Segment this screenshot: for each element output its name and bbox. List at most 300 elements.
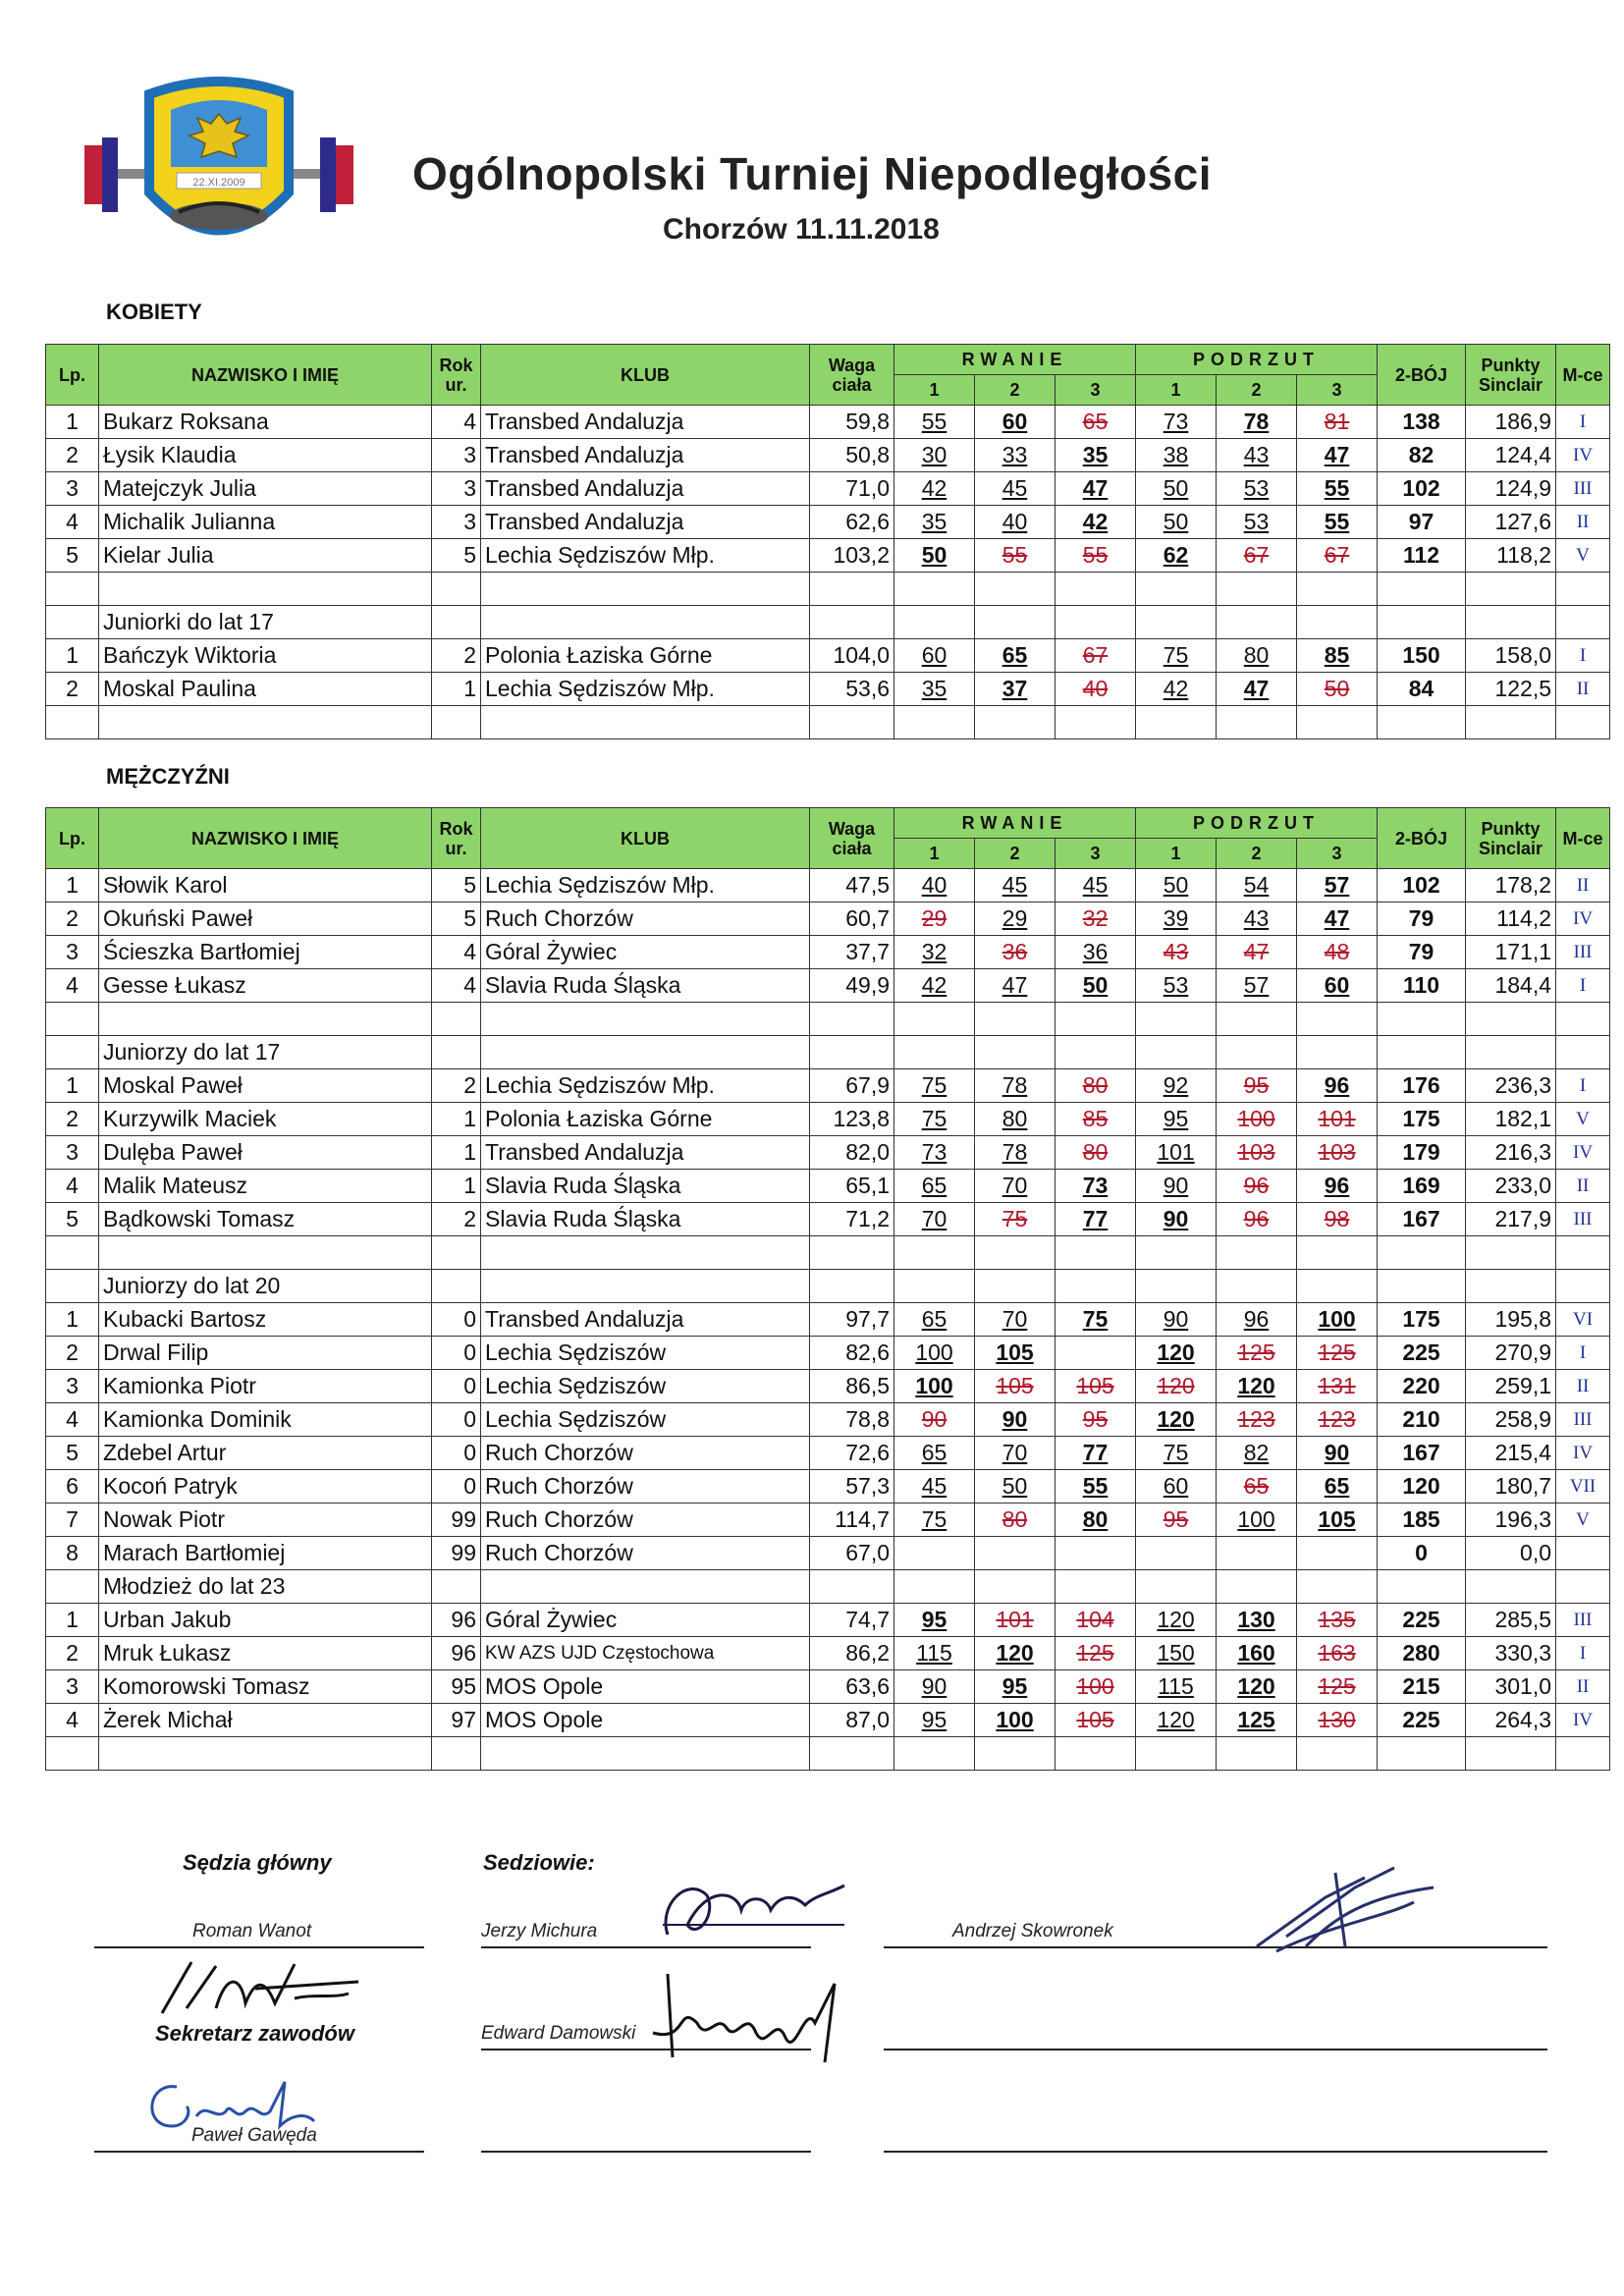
- empty-cell: [1378, 573, 1466, 606]
- attempt-value: 65: [921, 1440, 947, 1465]
- empty-cell: [99, 573, 432, 606]
- attempt-value: 160: [1237, 1640, 1275, 1666]
- snatch-attempt-2: [975, 902, 1056, 936]
- empty-cell: [481, 606, 810, 639]
- signature-line: [481, 2151, 811, 2153]
- lp-cell: 5: [46, 539, 99, 573]
- attempt-value: 43: [1163, 939, 1189, 964]
- place-cell: III: [1556, 1203, 1610, 1236]
- attempt-value: 85: [1082, 1106, 1109, 1131]
- body-weight: 59,8: [810, 406, 894, 439]
- cj-attempt-1: [1136, 539, 1217, 573]
- lp-cell: 5: [46, 1437, 99, 1470]
- attempt-value: 104: [1076, 1607, 1114, 1632]
- cj-attempt-3: [1297, 1136, 1378, 1170]
- athlete-row: [46, 902, 1610, 936]
- attempt-value: 65: [1243, 1473, 1270, 1499]
- header-points: Punkty Sinclair: [1466, 345, 1556, 406]
- empty-cell: [894, 1270, 975, 1303]
- cj-attempt-3: [1297, 1370, 1378, 1403]
- empty-cell: [1056, 1270, 1136, 1303]
- header-name: NAZWISKO I IMIĘ: [99, 345, 432, 406]
- cj-attempt-2: [1217, 1637, 1297, 1670]
- cj-attempt-2: [1217, 1370, 1297, 1403]
- attempt-value: 70: [1001, 1173, 1028, 1198]
- place-cell: I: [1556, 1337, 1610, 1370]
- attempt-value: 53: [1243, 475, 1270, 501]
- header-cj-2: 2: [1217, 375, 1297, 406]
- cj-attempt-2: [1217, 1704, 1297, 1737]
- handwritten-signature: [648, 1964, 854, 2072]
- empty-cell: [46, 606, 99, 639]
- attempt-value: 77: [1082, 1440, 1109, 1465]
- attempt-value: 125: [1318, 1673, 1356, 1699]
- cj-attempt-2: [1217, 1503, 1297, 1537]
- logo-date: 22.XI.2009: [192, 177, 245, 189]
- place-cell: [1556, 1537, 1610, 1570]
- body-weight: 50,8: [810, 439, 894, 472]
- empty-cell: [481, 1570, 810, 1604]
- attempt-value: 101: [1157, 1139, 1195, 1165]
- athlete-row: [46, 869, 1610, 902]
- empty-cell: [432, 1236, 481, 1270]
- snatch-attempt-3: [1056, 1303, 1136, 1337]
- attempt-value: 30: [921, 442, 947, 467]
- total-cell: 97: [1378, 506, 1466, 539]
- cj-attempt-3: [1297, 1470, 1378, 1503]
- empty-cell: [810, 1570, 894, 1604]
- lp-cell: 1: [46, 1303, 99, 1337]
- total-cell: 225: [1378, 1704, 1466, 1737]
- athlete-row: [46, 1437, 1610, 1470]
- snatch-attempt-3: [1056, 902, 1136, 936]
- birth-year: 2: [432, 639, 481, 673]
- handwritten-signature: [1247, 1858, 1443, 1966]
- cj-attempt-2: [1217, 936, 1297, 969]
- lp-cell: 2: [46, 1637, 99, 1670]
- empty-cell: [1297, 1003, 1378, 1036]
- header-snatch: RWANIE: [894, 808, 1136, 839]
- snatch-attempt-1: [894, 1670, 975, 1704]
- cj-attempt-3: [1297, 1170, 1378, 1203]
- body-weight: 49,9: [810, 969, 894, 1003]
- lp-cell: 4: [46, 506, 99, 539]
- header-total: 2-BÓJ: [1378, 808, 1466, 869]
- attempt-value: 45: [1001, 475, 1028, 501]
- body-weight: 114,7: [810, 1503, 894, 1537]
- cj-attempt-1: [1136, 969, 1217, 1003]
- empty-cell: [46, 1036, 99, 1069]
- sinclair-points: 330,3: [1466, 1637, 1556, 1670]
- cj-attempt-1: [1136, 936, 1217, 969]
- snatch-attempt-1: [894, 969, 975, 1003]
- snatch-attempt-2: [975, 539, 1056, 573]
- empty-cell: [1556, 706, 1610, 739]
- place-cell: VII: [1556, 1470, 1610, 1503]
- attempt-value: 78: [1001, 1139, 1028, 1165]
- club-name: Ruch Chorzów: [481, 1537, 810, 1570]
- empty-cell: [894, 606, 975, 639]
- attempt-value: 120: [1157, 1373, 1195, 1398]
- sinclair-points: 264,3: [1466, 1704, 1556, 1737]
- attempt-value: 80: [1082, 1506, 1109, 1532]
- attempt-value: 105: [996, 1339, 1034, 1365]
- snatch-attempt-2: [975, 1403, 1056, 1437]
- club-name: Transbed Andaluzja: [481, 472, 810, 506]
- empty-cell: [1466, 1270, 1556, 1303]
- athlete-name: Słowik Karol: [99, 869, 432, 902]
- place-cell: III: [1556, 936, 1610, 969]
- attempt-value: 36: [1082, 939, 1109, 964]
- club-name: MOS Opole: [481, 1704, 810, 1737]
- head-judge-label: Sędzia główny: [183, 1850, 332, 1875]
- body-weight: 123,8: [810, 1103, 894, 1136]
- athlete-name: Moskal Paulina: [99, 673, 432, 706]
- attempt-value: 42: [921, 972, 947, 998]
- attempt-value: 96: [1243, 1306, 1270, 1332]
- body-weight: 60,7: [810, 902, 894, 936]
- total-cell: 138: [1378, 406, 1466, 439]
- snatch-attempt-1: [894, 673, 975, 706]
- attempt-value: 60: [1324, 972, 1350, 998]
- attempt-value: 96: [1324, 1072, 1350, 1098]
- birth-year: 5: [432, 869, 481, 902]
- place-cell: II: [1556, 1670, 1610, 1704]
- secretary-name: Paweł Gawęda: [191, 2125, 317, 2146]
- empty-cell: [1556, 1270, 1610, 1303]
- attempt-value: 95: [1001, 1673, 1028, 1699]
- empty-cell: [894, 1737, 975, 1771]
- total-cell: 110: [1378, 969, 1466, 1003]
- signature-line: [884, 2151, 1547, 2153]
- empty-cell: [1217, 573, 1297, 606]
- header-clean-jerk: PODRZUT: [1136, 345, 1378, 375]
- attempt-value: 103: [1318, 1139, 1356, 1165]
- club-name: Slavia Ruda Śląska: [481, 1170, 810, 1203]
- attempt-value: 54: [1243, 872, 1270, 898]
- judge-3-name: Edward Damowski: [481, 2023, 636, 2044]
- group-label: Juniorzy do lat 17: [99, 1036, 432, 1069]
- signature-line: [94, 1946, 424, 1948]
- attempt-value: 50: [921, 542, 947, 568]
- empty-cell: [1056, 573, 1136, 606]
- empty-cell: [810, 1003, 894, 1036]
- birth-year: 0: [432, 1337, 481, 1370]
- empty-cell: [46, 1236, 99, 1270]
- attempt-value: 105: [1318, 1506, 1356, 1532]
- athlete-name: Matejczyk Julia: [99, 472, 432, 506]
- snatch-attempt-3: [1056, 1503, 1136, 1537]
- attempt-value: 90: [1163, 1306, 1189, 1332]
- total-cell: 102: [1378, 472, 1466, 506]
- empty-cell: [481, 1270, 810, 1303]
- birth-year: 3: [432, 439, 481, 472]
- total-cell: 215: [1378, 1670, 1466, 1704]
- snatch-attempt-3: [1056, 936, 1136, 969]
- athlete-row: [46, 1637, 1610, 1670]
- athlete-name: Ścieszka Bartłomiej: [99, 936, 432, 969]
- empty-cell: [1556, 573, 1610, 606]
- snatch-attempt-1: [894, 1470, 975, 1503]
- attempt-value: 47: [1324, 905, 1350, 931]
- cj-attempt-1: [1136, 673, 1217, 706]
- header-year: Rok ur.: [432, 808, 481, 869]
- attempt-value: 100: [996, 1707, 1034, 1732]
- athlete-row: [46, 1604, 1610, 1637]
- attempt-value: 95: [921, 1607, 947, 1632]
- attempt-value: 75: [1082, 1306, 1109, 1332]
- snatch-attempt-3: [1056, 969, 1136, 1003]
- cj-attempt-2: [1217, 539, 1297, 573]
- athlete-row: [46, 969, 1610, 1003]
- snatch-attempt-2: [975, 1303, 1056, 1337]
- athlete-name: Urban Jakub: [99, 1604, 432, 1637]
- athlete-name: Drwal Filip: [99, 1337, 432, 1370]
- attempt-value: 98: [1324, 1206, 1350, 1231]
- attempt-value: 42: [921, 475, 947, 501]
- lp-cell: 4: [46, 1704, 99, 1737]
- birth-year: 4: [432, 969, 481, 1003]
- cj-attempt-2: [1217, 673, 1297, 706]
- birth-year: 2: [432, 1069, 481, 1103]
- empty-cell: [99, 706, 432, 739]
- club-name: Transbed Andaluzja: [481, 439, 810, 472]
- birth-year: 96: [432, 1637, 481, 1670]
- sinclair-points: 233,0: [1466, 1170, 1556, 1203]
- snatch-attempt-2: [975, 472, 1056, 506]
- snatch-attempt-2: [975, 1103, 1056, 1136]
- snatch-attempt-2: [975, 1704, 1056, 1737]
- empty-cell: [810, 1236, 894, 1270]
- empty-cell: [1056, 706, 1136, 739]
- attempt-value: 33: [1001, 442, 1028, 467]
- empty-cell: [1297, 1737, 1378, 1771]
- cj-attempt-3: [1297, 1670, 1378, 1704]
- snatch-attempt-1: [894, 472, 975, 506]
- body-weight: 86,5: [810, 1370, 894, 1403]
- body-weight: 62,6: [810, 506, 894, 539]
- attempt-value: 101: [1318, 1106, 1356, 1131]
- total-cell: 84: [1378, 673, 1466, 706]
- cj-attempt-3: [1297, 1403, 1378, 1437]
- snatch-attempt-3: [1056, 673, 1136, 706]
- place-cell: IV: [1556, 902, 1610, 936]
- empty-cell: [1056, 1570, 1136, 1604]
- attempt-value: 75: [921, 1072, 947, 1098]
- signature-line: [884, 1946, 1547, 1948]
- attempt-value: 45: [1082, 872, 1109, 898]
- blank-row: [46, 1003, 1610, 1036]
- lp-cell: 1: [46, 1604, 99, 1637]
- total-cell: 150: [1378, 639, 1466, 673]
- snatch-attempt-1: [894, 506, 975, 539]
- attempt-value: 120: [1237, 1373, 1275, 1398]
- athlete-row: [46, 1537, 1610, 1570]
- header-snatch-2: 2: [975, 839, 1056, 869]
- header-total: 2-BÓJ: [1378, 345, 1466, 406]
- snatch-attempt-2: [975, 1604, 1056, 1637]
- athlete-row: [46, 1170, 1610, 1203]
- women-section-label: KOBIETY: [106, 300, 202, 324]
- snatch-attempt-2: [975, 969, 1056, 1003]
- snatch-attempt-1: [894, 869, 975, 902]
- attempt-value: 37: [1001, 676, 1028, 701]
- header-points: Punkty Sinclair: [1466, 808, 1556, 869]
- birth-year: 0: [432, 1437, 481, 1470]
- attempt-value: 100: [1076, 1673, 1114, 1699]
- attempt-value: 50: [1324, 676, 1350, 701]
- attempt-value: 43: [1243, 905, 1270, 931]
- attempt-value: 75: [921, 1506, 947, 1532]
- attempt-value: 125: [1076, 1640, 1114, 1666]
- athlete-name: Gesse Łukasz: [99, 969, 432, 1003]
- total-cell: 169: [1378, 1170, 1466, 1203]
- snatch-attempt-3: [1056, 1437, 1136, 1470]
- club-name: Góral Żywiec: [481, 1604, 810, 1637]
- athlete-row: [46, 472, 1610, 506]
- athlete-row: [46, 1069, 1610, 1103]
- empty-cell: [481, 1737, 810, 1771]
- attempt-value: 125: [1237, 1707, 1275, 1732]
- attempt-value: 35: [1082, 442, 1109, 467]
- empty-cell: [1217, 1570, 1297, 1604]
- attempt-value: 120: [1157, 1339, 1195, 1365]
- empty-cell: [432, 1003, 481, 1036]
- club-name: KW AZS UJD Częstochowa: [481, 1637, 810, 1670]
- place-cell: IV: [1556, 1437, 1610, 1470]
- lp-cell: 2: [46, 1337, 99, 1370]
- club-name: Lechia Sędziszów Młp.: [481, 869, 810, 902]
- group-row: [46, 1036, 1610, 1069]
- club-name: Lechia Sędziszów: [481, 1370, 810, 1403]
- athlete-name: Nowak Piotr: [99, 1503, 432, 1537]
- attempt-value: 50: [1163, 475, 1189, 501]
- total-cell: 280: [1378, 1637, 1466, 1670]
- sinclair-points: 184,4: [1466, 969, 1556, 1003]
- empty-cell: [1056, 1036, 1136, 1069]
- attempt-value: 42: [1082, 509, 1109, 534]
- athlete-name: Michalik Julianna: [99, 506, 432, 539]
- snatch-attempt-1: [894, 1637, 975, 1670]
- attempt-value: 57: [1243, 972, 1270, 998]
- cj-attempt-2: [1217, 1069, 1297, 1103]
- attempt-value: 120: [1157, 1707, 1195, 1732]
- attempt-value: 105: [1076, 1373, 1114, 1398]
- signature-line: [94, 2151, 424, 2153]
- empty-cell: [1556, 606, 1610, 639]
- birth-year: 0: [432, 1303, 481, 1337]
- empty-cell: [99, 1003, 432, 1036]
- cj-attempt-2: [1217, 1537, 1297, 1570]
- cj-attempt-1: [1136, 1170, 1217, 1203]
- empty-cell: [1466, 1036, 1556, 1069]
- place-cell: II: [1556, 1170, 1610, 1203]
- sinclair-points: 186,9: [1466, 406, 1556, 439]
- attempt-value: 77: [1082, 1206, 1109, 1231]
- athlete-name: Łysik Klaudia: [99, 439, 432, 472]
- empty-cell: [1466, 706, 1556, 739]
- header-weight: Waga ciała: [810, 808, 894, 869]
- snatch-attempt-2: [975, 1069, 1056, 1103]
- athlete-name: Okuński Paweł: [99, 902, 432, 936]
- cj-attempt-1: [1136, 1136, 1217, 1170]
- body-weight: 37,7: [810, 936, 894, 969]
- empty-cell: [1378, 1003, 1466, 1036]
- total-cell: 225: [1378, 1604, 1466, 1637]
- empty-cell: [1056, 606, 1136, 639]
- empty-cell: [1136, 1270, 1217, 1303]
- snatch-attempt-1: [894, 1437, 975, 1470]
- athlete-row: [46, 1704, 1610, 1737]
- snatch-attempt-1: [894, 406, 975, 439]
- lp-cell: 3: [46, 936, 99, 969]
- cj-attempt-2: [1217, 1170, 1297, 1203]
- attempt-value: 50: [1163, 872, 1189, 898]
- snatch-attempt-3: [1056, 1136, 1136, 1170]
- attempt-value: 65: [921, 1173, 947, 1198]
- cj-attempt-1: [1136, 472, 1217, 506]
- cj-attempt-2: [1217, 1337, 1297, 1370]
- cj-attempt-3: [1297, 869, 1378, 902]
- attempt-value: 90: [1001, 1406, 1028, 1432]
- sinclair-points: 124,9: [1466, 472, 1556, 506]
- sinclair-points: 114,2: [1466, 902, 1556, 936]
- athlete-name: Kielar Julia: [99, 539, 432, 573]
- snatch-attempt-2: [975, 1370, 1056, 1403]
- sinclair-points: 171,1: [1466, 936, 1556, 969]
- attempt-value: 80: [1243, 642, 1270, 668]
- total-cell: 0: [1378, 1537, 1466, 1570]
- attempt-value: 42: [1163, 676, 1189, 701]
- athlete-row: [46, 1503, 1610, 1537]
- cj-attempt-3: [1297, 639, 1378, 673]
- birth-year: 0: [432, 1403, 481, 1437]
- handwritten-signature: [137, 2072, 334, 2141]
- athlete-row: [46, 539, 1610, 573]
- snatch-attempt-1: [894, 936, 975, 969]
- snatch-attempt-3: [1056, 1604, 1136, 1637]
- snatch-attempt-1: [894, 1203, 975, 1236]
- athlete-name: Bukarz Roksana: [99, 406, 432, 439]
- attempt-value: 50: [1001, 1473, 1028, 1499]
- snatch-attempt-3: [1056, 1670, 1136, 1704]
- cj-attempt-1: [1136, 639, 1217, 673]
- attempt-value: 135: [1318, 1607, 1356, 1632]
- empty-cell: [894, 1036, 975, 1069]
- snatch-attempt-3: [1056, 1170, 1136, 1203]
- empty-cell: [481, 1003, 810, 1036]
- total-cell: 112: [1378, 539, 1466, 573]
- attempt-value: 29: [921, 905, 947, 931]
- snatch-attempt-2: [975, 673, 1056, 706]
- place-cell: IV: [1556, 1704, 1610, 1737]
- place-cell: V: [1556, 1503, 1610, 1537]
- cj-attempt-2: [1217, 1103, 1297, 1136]
- cj-attempt-3: [1297, 936, 1378, 969]
- attempt-value: 75: [921, 1106, 947, 1131]
- empty-cell: [432, 573, 481, 606]
- total-cell: 175: [1378, 1103, 1466, 1136]
- snatch-attempt-3: [1056, 1103, 1136, 1136]
- attempt-value: 47: [1324, 442, 1350, 467]
- empty-cell: [481, 1236, 810, 1270]
- cj-attempt-3: [1297, 539, 1378, 573]
- cj-attempt-2: [1217, 1303, 1297, 1337]
- empty-cell: [46, 1737, 99, 1771]
- birth-year: 1: [432, 673, 481, 706]
- snatch-attempt-2: [975, 506, 1056, 539]
- header-snatch-3: 3: [1056, 375, 1136, 406]
